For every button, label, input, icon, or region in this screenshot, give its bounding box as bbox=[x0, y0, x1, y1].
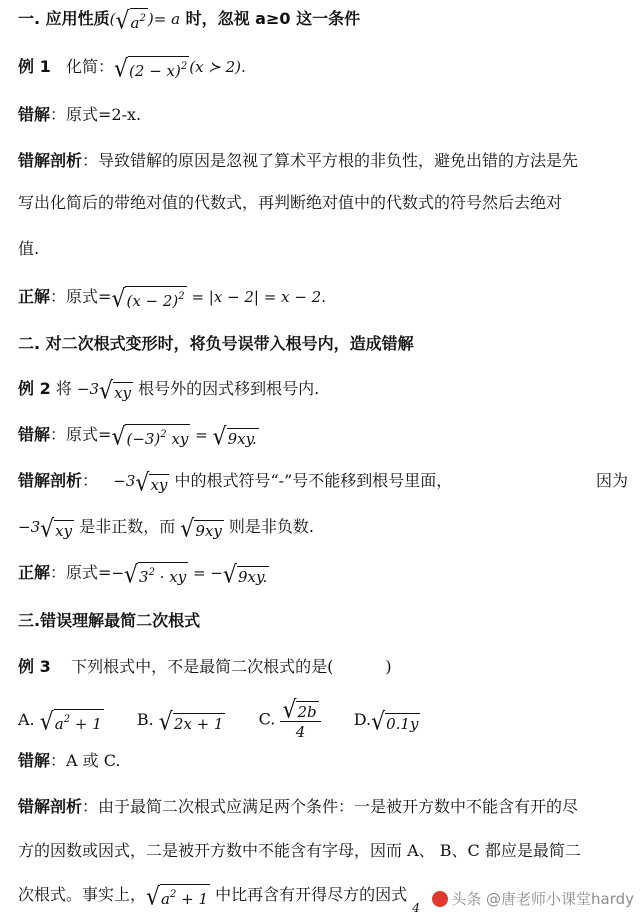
example3-analysis-line1: 错解剖析：由于最简二次根式应满足两个条件：一是被开方数中不能含有开的尽 bbox=[18, 797, 579, 816]
watermark-logo-icon bbox=[432, 891, 448, 907]
example2-analysis-line2: −3 √ xy 是非正数，而 √ 9xy 则是非负数. bbox=[18, 515, 314, 544]
analysis-label: 错解剖析 bbox=[18, 797, 83, 816]
analysis-label: 错解剖析 bbox=[18, 151, 83, 170]
example2-analysis-radical2: −3 √ xy bbox=[18, 515, 73, 544]
analysis-label: 错解剖析 bbox=[18, 471, 83, 490]
wrong-label: 错解 bbox=[18, 751, 51, 770]
example3-choices bbox=[18, 698, 632, 742]
example2-analysis-radical: −3 √ xy bbox=[113, 469, 168, 498]
example1-wrong bbox=[18, 104, 632, 126]
example2-label: 例 2 bbox=[18, 379, 51, 398]
section1-heading bbox=[18, 7, 632, 36]
choice-a: A. √ $a^2 + 1$ bbox=[18, 708, 102, 736]
example3-label: 例 3 bbox=[18, 657, 51, 676]
example2-analysis-line1: 错解剖析： −3 √ xy 中的根式符号“-”号不能移到根号里面， 因为 bbox=[18, 469, 628, 498]
example1-analysis-line1: 错解剖析：导致错解的原因是忽视了算术平方根的非负性，避免出错的方法是先 bbox=[18, 151, 579, 170]
example2-wrong: 错解：原式= √ $(-3)^2$ xy = √ 9xy. bbox=[18, 423, 257, 452]
section1-heading-suffix: 时，忽视 a≥0 这一条件 bbox=[185, 9, 361, 28]
example3-wrong: 错解：A 或 C. bbox=[18, 751, 121, 770]
watermark bbox=[432, 888, 634, 909]
example3-line: 例 3 下列根式中，不是最简二次根式的是( ) bbox=[18, 657, 392, 676]
wrong-label: 错解 bbox=[18, 105, 51, 124]
section2-heading: 二. 对二次根式变形时，将负号误带入根号内，造成错解 bbox=[18, 334, 414, 353]
example2-correct: 正解：原式=− √ $3^2$ · xy = − √ 9xy. bbox=[18, 561, 268, 590]
example2-correct-formula: − √ $3^2$ · xy = − √ 9xy. bbox=[111, 561, 268, 590]
example1-analysis-line3: 值. bbox=[18, 239, 40, 258]
choice-d: D. √ 0.1y bbox=[353, 708, 419, 736]
example1-line bbox=[18, 55, 632, 84]
example1-wrong-text: ：原式=2-x. bbox=[50, 105, 142, 124]
section1-heading-prefix: 一. 应用性质 bbox=[18, 9, 110, 28]
correct-label: 正解 bbox=[18, 563, 51, 582]
example1-text: 化简： bbox=[65, 57, 114, 76]
correct-label: 正解 bbox=[18, 287, 51, 306]
example2-line: 例 2 将 −3 √ xy 根号外的因式移到根号内. bbox=[18, 377, 320, 406]
analysis-line3-denominator: 4 bbox=[412, 901, 420, 915]
example1-formula: √ $(2 - x)^2$ (x ≻ 2). bbox=[114, 55, 246, 84]
example2-wrong-formula: √ $(-3)^2$ xy = √ 9xy. bbox=[111, 423, 257, 452]
example3-analysis-line2: 方的因数或因式，二是被开方数中不能含有字母，因而 A、 B、C 都应是最简二 bbox=[18, 841, 581, 860]
choice-c: C. √ 2b 4 bbox=[259, 698, 321, 742]
example2-analysis-end: 因为 bbox=[595, 471, 628, 490]
heading-formula: ( √ $a^2$ )= a bbox=[109, 7, 181, 36]
example1-analysis-line2: 写出化简后的带绝对值的代数式，再判断绝对值中的代数式的符号然后去绝对 bbox=[18, 193, 563, 212]
section3-heading: 三.错误理解最简二次根式 bbox=[18, 611, 201, 630]
wrong-label: 错解 bbox=[18, 425, 51, 444]
example2-radical: −3 √ xy bbox=[76, 377, 132, 406]
watermark-text: 头条 @唐老师小课堂hardy bbox=[451, 890, 634, 908]
example3-analysis-line3: 次根式。事实上， √ $a^2 + 1$ 中比再含有开得尽方的因式 $_4$ bbox=[18, 883, 420, 915]
example1-correct: 正解：原式= √ $(x - 2)^2$ = |x − 2| = x − 2. bbox=[18, 285, 326, 314]
example2-analysis-radical3: √ 9xy bbox=[180, 515, 222, 544]
choice-b: B. √ 2x + 1 bbox=[136, 708, 224, 736]
example1-label: 例 1 bbox=[18, 57, 51, 76]
example1-correct-formula: √ $(x - 2)^2$ = |x − 2| = x − 2. bbox=[111, 285, 326, 314]
